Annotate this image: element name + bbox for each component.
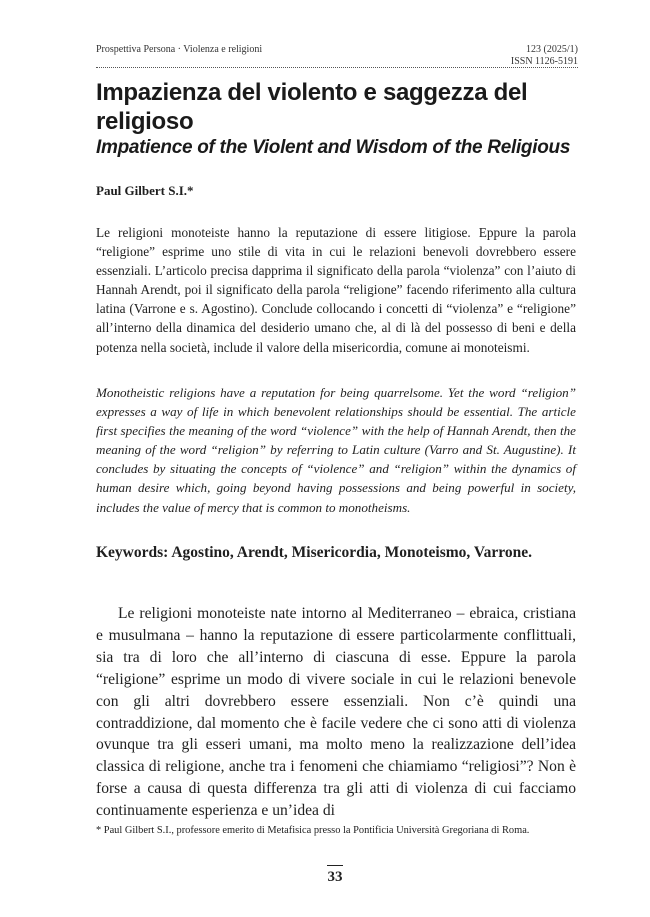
journal-section-title: Prospettiva Persona · Violenza e religioni [96, 44, 263, 55]
footnote-divider [96, 814, 97, 815]
issue-number: 123 (2025/1) [526, 44, 578, 55]
abstract-english: Monotheistic religions have a reputation for being quarrelsome. Yet the word “religion” expresses a way of life in which benevolent relationships should be essential. The article first specifies the meaning of the word “violence” with the help of Hannah Arendt, then the meaning of the word “religion” by referring to Latin culture (Varro and St. Augustine). It concludes by situating the concepts of “violence” and “religion” within the dynamics of human desire which, going beyond having possessions and being powerful in society, includes the value of mercy that is common to monotheisms. [96, 385, 576, 515]
keywords: Keywords: Agostino, Arendt, Misericordia, Monoteismo, Varrone. [96, 544, 532, 561]
header-divider [96, 67, 578, 68]
issn: ISSN 1126-5191 [510, 56, 578, 67]
page-number-rule [327, 865, 343, 866]
body-paragraph: Le religioni monoteiste nate intorno al Mediterraneo – ebraica, cristiana e musulmana – hanno la reputazione di essere particolarmente conflittuali, sia tra di loro che all’interno di ciascuna di esse. Eppure la parola “religione” esprime un modo di vivere sociale in cui le relazioni benevole con gli altri dovrebbero essere essenziali. Non c’è quindi una contraddizione, dal momento che è facile vedere che ci sono atti di violenza ovunque tra gli esseri umani, ma molto meno la realizzazione dell’idea classica di religione, anche tra i fenomeni che chiamiamo “religiosi”? Non è forse a causa di questa differenza tra gli atti di violenza di cui facciamo continuamente esperienza e un’idea di [96, 605, 576, 820]
abstract-italian: Le religioni monoteiste hanno la reputazione di essere litigiose. Eppure la parola “religione” esprime uno stile di vita in cui le relazioni benevoli dovrebbero essere essenziali. L’articolo precisa dapprima il significato della parola “violenza” con l’aiuto di Hannah Arendt, poi il significato della parola “religione” facendo riferimento alla cultura latina (Varrone e s. Agostino). Conclude collocando i concetti di “violenza” e “religione” all’interno della dinamica del desiderio umano che, al di là del possesso di beni e della potenza nella società, include il valore della misericordia, comune ai monoteismi. [96, 225, 576, 355]
article-title: Impazienza del violento e saggezza del religioso [96, 79, 528, 135]
article-subtitle: Impatience of the Violent and Wisdom of the Religious [96, 137, 571, 158]
page-number: 33 [327, 869, 343, 885]
footnote: * Paul Gilbert S.I., professore emerito di Metafisica presso la Pontificia Università Gregoriana di Roma. [96, 825, 530, 836]
author-name: Paul Gilbert S.I.* [96, 183, 194, 198]
issue-info [511, 44, 578, 68]
